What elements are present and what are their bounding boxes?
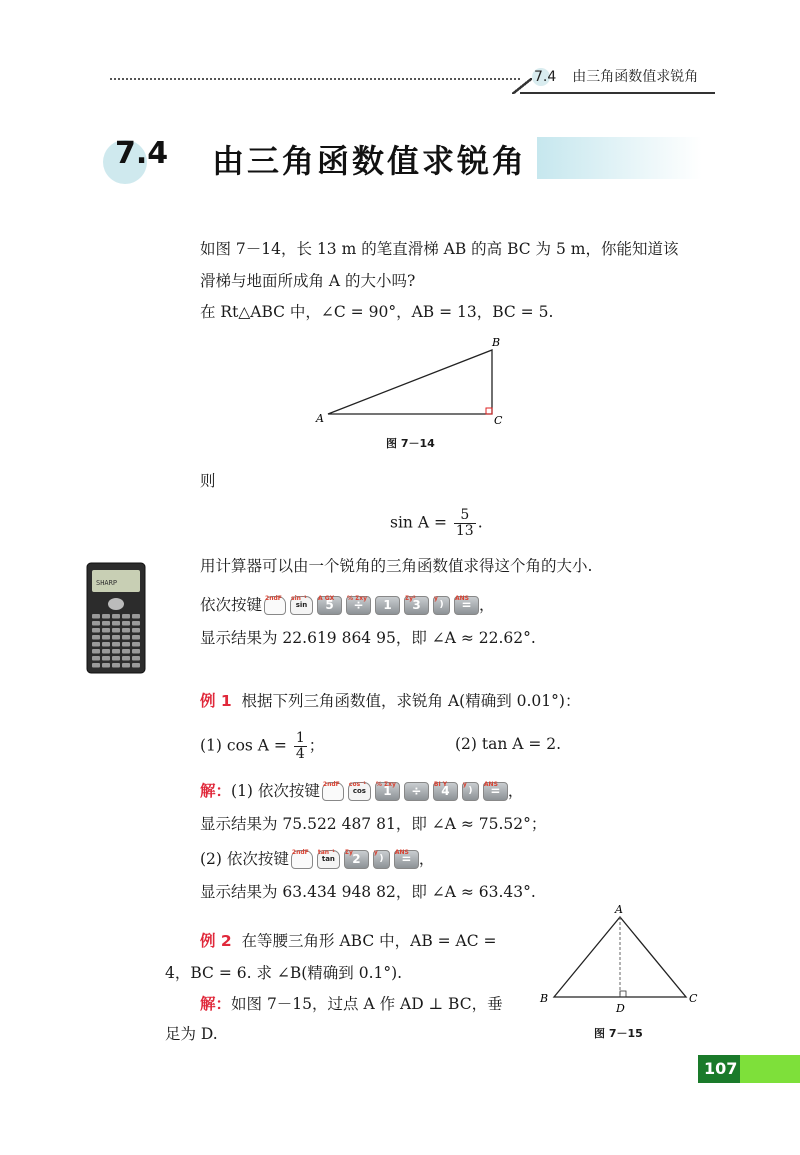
calc-key bbox=[433, 782, 458, 801]
sin-formula bbox=[390, 508, 483, 539]
calc-key-face: = bbox=[490, 784, 501, 798]
calc-body-key bbox=[112, 635, 120, 640]
calc-body-key bbox=[102, 628, 110, 633]
calc-body-key bbox=[112, 663, 120, 668]
calc-body-key bbox=[112, 656, 120, 661]
solution-2-tag: 解： bbox=[200, 995, 232, 1013]
calc-body-key bbox=[122, 621, 130, 626]
calc-key-face: 1 bbox=[383, 598, 392, 612]
keys-prefix: 依次按键 bbox=[200, 596, 263, 614]
calc-key bbox=[322, 782, 344, 801]
calc-body-key bbox=[122, 614, 130, 619]
calc-body-key bbox=[112, 649, 120, 654]
calc-key bbox=[483, 782, 508, 801]
solution-1-result-2: 显示结果为 63.434 948 82，即 ∠A ≈ 63.43°. bbox=[200, 883, 536, 901]
calc-key-face: = bbox=[401, 852, 412, 866]
calc-key bbox=[373, 850, 390, 869]
calc-key-face: tan bbox=[321, 855, 335, 863]
calc-key bbox=[375, 782, 400, 801]
calc-body-key bbox=[92, 649, 100, 654]
calc-key-shift-label: ANS bbox=[394, 848, 409, 856]
calc-key-shift-label: % Σxy bbox=[375, 780, 396, 788]
header-section-number: 7.4 bbox=[534, 69, 557, 85]
calc-body-key bbox=[132, 621, 140, 626]
fraction-numerator: 1 bbox=[295, 730, 305, 746]
calc-key bbox=[375, 596, 400, 615]
calc-body-key bbox=[132, 642, 140, 647]
part-1-prefix: (1) 依次按键 bbox=[231, 782, 320, 800]
key-sequence-3 bbox=[291, 850, 419, 869]
calc-keys-line bbox=[200, 594, 495, 616]
calc-key-face: 1 bbox=[383, 784, 392, 798]
calc-body-key bbox=[92, 614, 100, 619]
sin-lhs: sin A = bbox=[390, 513, 447, 532]
calc-body-key bbox=[92, 635, 100, 640]
example-1-tag: 例 1 bbox=[200, 692, 232, 710]
calc-body-key bbox=[122, 663, 130, 668]
calc-key-shift-label: y bbox=[434, 594, 438, 602]
label-a: A bbox=[615, 903, 623, 916]
header-dotted-rule bbox=[110, 78, 520, 80]
calc-body-key bbox=[132, 628, 140, 633]
calc-key bbox=[291, 850, 313, 869]
calc-body-key bbox=[122, 642, 130, 647]
calc-key bbox=[394, 850, 419, 869]
label-c: C bbox=[689, 992, 698, 1005]
calc-key bbox=[346, 596, 371, 615]
intro-line-1: 如图 7－14，长 13 m 的笔直滑梯 AB 的高 BC 为 5 m，你能知道该 bbox=[200, 240, 679, 258]
example-1 bbox=[200, 690, 580, 712]
calc-key bbox=[317, 850, 340, 869]
example-1-text: 根据下列三角函数值，求锐角 A(精确到 0.01°)： bbox=[241, 692, 581, 710]
fraction-denominator: 13 bbox=[455, 523, 474, 539]
calc-body-key bbox=[112, 628, 120, 633]
title-gradient-bar bbox=[537, 137, 702, 179]
example-2-tag: 例 2 bbox=[200, 932, 232, 950]
label-d: D bbox=[616, 1002, 625, 1015]
intro-line-3: 在 Rt△ABC 中，∠C = 90°，AB = 13，BC = 5. bbox=[200, 303, 554, 321]
part-1-suffix: ， bbox=[507, 782, 524, 800]
calc-body-key bbox=[92, 642, 100, 647]
sin-tail: . bbox=[477, 513, 483, 532]
calc-body-key bbox=[132, 649, 140, 654]
example-2-line-1 bbox=[200, 930, 497, 952]
calc-key-shift-label: ANS bbox=[455, 594, 470, 602]
calc-key-shift-label: BI Y bbox=[433, 780, 448, 788]
calc-key-shift-label: A GX bbox=[318, 594, 335, 602]
triangle-abc bbox=[328, 350, 492, 414]
calc-key-face: 3 bbox=[412, 598, 421, 612]
calc-body-key bbox=[102, 649, 110, 654]
calc-result: 显示结果为 22.619 864 95，即 ∠A ≈ 22.62°. bbox=[200, 629, 536, 647]
calc-body-key bbox=[122, 635, 130, 640]
right-angle-mark bbox=[486, 408, 492, 414]
calc-key-shift-label: % Σxy bbox=[347, 594, 367, 602]
calc-key bbox=[433, 596, 450, 615]
right-angle-mark bbox=[620, 991, 626, 997]
calculator-icon bbox=[86, 562, 146, 674]
calc-key bbox=[264, 596, 286, 615]
label-a: A bbox=[316, 412, 324, 425]
calc-key-face: ) bbox=[439, 600, 444, 610]
calc-key-shift-label: cos⁻¹ bbox=[348, 780, 366, 788]
calc-key bbox=[290, 596, 313, 615]
calc-key bbox=[404, 782, 429, 801]
calc-key-shift-label: 2ndF bbox=[322, 780, 340, 788]
fraction-denominator: 4 bbox=[295, 746, 305, 762]
calc-key-face: = bbox=[461, 598, 472, 612]
example-1-part-2: (2) tan A = 2. bbox=[455, 735, 562, 753]
solution-1-line-2 bbox=[200, 848, 434, 870]
calc-key-shift-label: tan⁻¹ bbox=[317, 848, 335, 856]
calc-key-shift-label: y bbox=[462, 780, 467, 788]
calc-body-key bbox=[92, 656, 100, 661]
example-2-text-1: 在等腰三角形 ABC 中，AB = AC = bbox=[241, 932, 497, 950]
calc-key-face: ) bbox=[379, 854, 384, 864]
calc-key bbox=[317, 596, 342, 615]
calc-key bbox=[404, 596, 429, 615]
calc-key-face: 5 bbox=[325, 598, 334, 612]
calc-key bbox=[454, 596, 479, 615]
part-2-prefix: (2) 依次按键 bbox=[200, 850, 289, 868]
calc-key-face: 4 bbox=[441, 784, 450, 798]
example-2-solution-line-2: 足为 D. bbox=[165, 1025, 218, 1043]
calc-key-face: ) bbox=[468, 786, 473, 796]
calc-body-key bbox=[132, 656, 140, 661]
solution-tag: 解： bbox=[200, 782, 232, 800]
solution-2-text: 如图 7－15，过点 A 作 AD ⊥ BC，垂 bbox=[231, 995, 503, 1013]
calc-key bbox=[348, 782, 371, 801]
calc-key-shift-label: y bbox=[373, 848, 378, 856]
label-b: B bbox=[492, 336, 501, 349]
figure-7-15-caption: 图 7－15 bbox=[594, 1027, 643, 1040]
calc-body-key bbox=[132, 635, 140, 640]
calc-body-key bbox=[92, 628, 100, 633]
calc-body-key bbox=[102, 642, 110, 647]
label-b: B bbox=[540, 992, 549, 1005]
fraction-numerator: 5 bbox=[454, 508, 476, 524]
calc-key-shift-label: Σy bbox=[344, 848, 353, 856]
calc-intro: 用计算器可以由一个锐角的三角函数值求得这个角的大小. bbox=[200, 557, 593, 575]
calc-body-key bbox=[122, 628, 130, 633]
figure-7-14-caption: 图 7－14 bbox=[386, 437, 435, 450]
example-2-solution-line-1 bbox=[200, 993, 503, 1015]
calc-body-key bbox=[92, 663, 100, 668]
calc-body-key bbox=[102, 621, 110, 626]
calc-key bbox=[462, 782, 479, 801]
calc-body-key bbox=[122, 649, 130, 654]
header-solid-rule bbox=[520, 92, 715, 94]
running-header bbox=[534, 66, 698, 86]
key-sequence-2 bbox=[322, 782, 508, 801]
figure-7-14 bbox=[310, 336, 510, 426]
calc-body-key bbox=[132, 663, 140, 668]
example-1-part-1 bbox=[200, 731, 324, 762]
header-section-title: 由三角函数值求锐角 bbox=[572, 69, 699, 85]
page-number: 107 bbox=[704, 1059, 738, 1078]
p1-label: (1) cos A = bbox=[200, 736, 287, 755]
calc-body-key bbox=[102, 656, 110, 661]
solution-1-line-1 bbox=[200, 780, 523, 802]
calc-key-face: ÷ bbox=[353, 598, 364, 612]
keys-suffix: ， bbox=[479, 596, 495, 614]
calc-body-key bbox=[102, 663, 110, 668]
calc-key-face: sin bbox=[295, 601, 308, 609]
then-text: 则 bbox=[200, 472, 216, 490]
key-sequence-1 bbox=[264, 596, 479, 615]
figure-7-15 bbox=[537, 903, 703, 1018]
calc-body-key bbox=[132, 614, 140, 619]
svg-text:SHARP: SHARP bbox=[96, 579, 118, 587]
calc-key-shift-label: 2ndF bbox=[291, 848, 309, 856]
calc-body-key bbox=[122, 656, 130, 661]
calc-key-shift-label: ANS bbox=[483, 780, 498, 788]
section-number: 7.4 bbox=[115, 136, 169, 171]
calc-key-face: ÷ bbox=[411, 784, 422, 798]
calc-key bbox=[344, 850, 369, 869]
p1-tail: ； bbox=[308, 736, 325, 755]
calc-key-shift-label: sin⁻¹ bbox=[291, 594, 307, 602]
calc-key-shift-label: Σy² bbox=[405, 594, 416, 602]
calc-key-face: 2 bbox=[352, 852, 361, 866]
intro-line-2: 滑梯与地面所成角 A 的大小吗? bbox=[200, 272, 416, 290]
part-2-suffix: ， bbox=[418, 850, 435, 868]
calc-key-face: cos bbox=[352, 787, 366, 795]
example-2-line-2: 4，BC = 6. 求 ∠B(精确到 0.1°). bbox=[165, 964, 403, 982]
fraction-5-13 bbox=[454, 508, 476, 539]
calc-body-key bbox=[92, 621, 100, 626]
calc-key-shift-label: 2ndF bbox=[265, 594, 282, 602]
calc-body-key bbox=[112, 614, 120, 619]
solution-1-result-1: 显示结果为 75.522 487 81，即 ∠A ≈ 75.52°； bbox=[200, 815, 547, 833]
calc-body-key bbox=[102, 635, 110, 640]
section-title: 由三角函数值求锐角 bbox=[212, 142, 528, 180]
fraction-1-4 bbox=[294, 731, 307, 762]
calc-body-key bbox=[112, 642, 120, 647]
calc-body-key bbox=[112, 621, 120, 626]
calc-body-key bbox=[102, 614, 110, 619]
label-c: C bbox=[494, 414, 503, 426]
